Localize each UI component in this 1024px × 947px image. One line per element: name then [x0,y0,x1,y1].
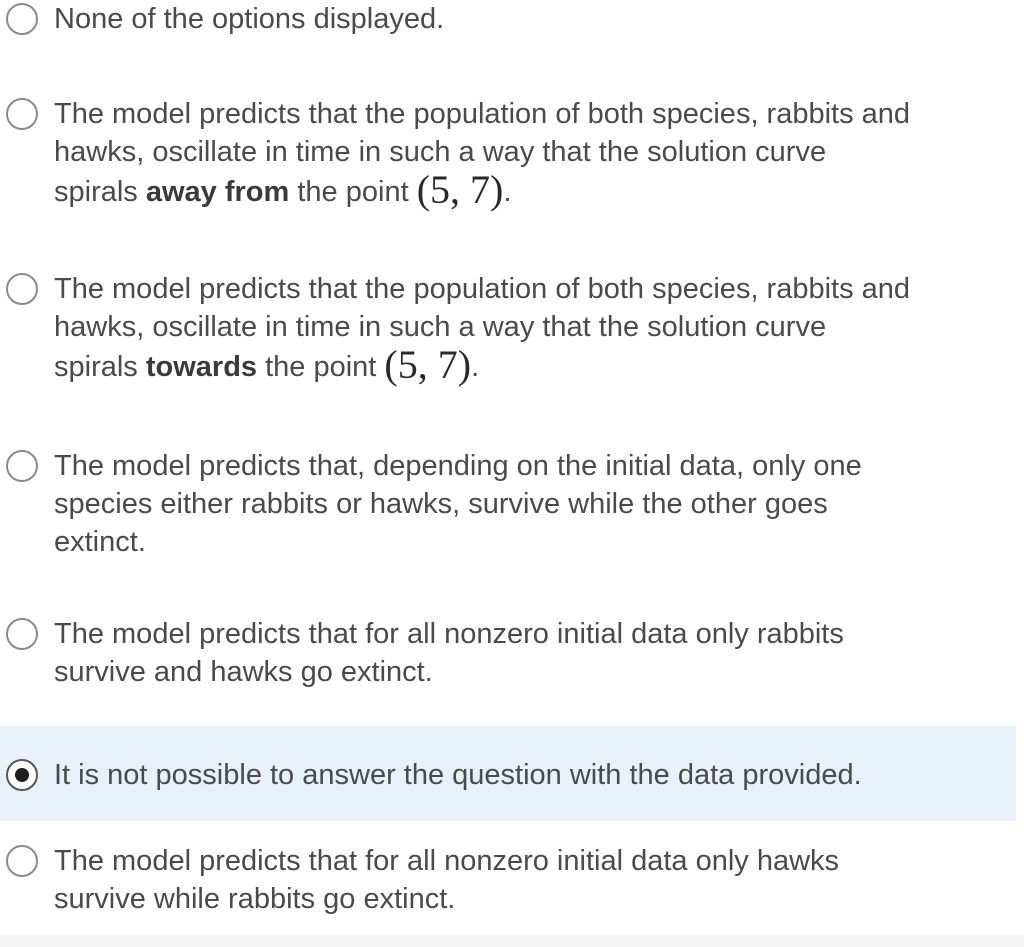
answer-option-6[interactable] [0,726,1016,821]
answer-option-1[interactable] [0,0,1016,40]
option-2-line-1: The model predicts that the population of both species, rabbits and [54,98,911,130]
option-3-text-pre: spirals [54,351,146,383]
option-5-line-2: survive and hawks go extinct. [54,656,433,688]
radio-button-5[interactable] [6,618,38,650]
answer-option-5[interactable] [0,615,1016,695]
answer-option-2[interactable] [0,95,1016,220]
radio-button-4[interactable] [6,450,38,482]
answer-option-7[interactable] [0,842,1016,922]
option-4-line-3: extinct. [54,526,146,558]
option-2-text-post: the point [289,176,417,208]
option-3-line-1: The model predicts that the population of both species, rabbits and [54,273,911,305]
option-7-line-1: The model predicts that for all nonzero initial data only hawks [54,845,840,877]
option-3-bold-text: towards [145,351,258,383]
option-5-line-1: The model predicts that for all nonzero initial data only rabbits [54,618,844,650]
radio-button-1[interactable] [6,3,38,35]
option-3-period: . [471,351,480,383]
radio-button-3[interactable] [6,273,38,305]
option-3-text-post: the point [257,351,385,383]
answer-option-4[interactable] [0,447,1016,567]
option-2-bold-text: away from [145,176,290,208]
option-4-line-1: The model predicts that, depending on the initial data, only one [54,450,862,482]
option-2-line-3 [54,167,996,212]
option-2-line-2: hawks, oscillate in time in such a way that the solution curve [54,136,827,168]
option-2-period: . [503,176,512,208]
radio-button-7[interactable] [6,845,38,877]
answer-option-3[interactable] [0,270,1016,395]
option-2-point-math: (5, 7) [416,167,504,212]
option-3-line-3 [54,342,996,387]
option-2-text-pre: spirals [54,176,146,208]
radio-button-6-selected[interactable] [6,759,38,791]
bottom-divider [0,935,1024,947]
radio-selected-dot-icon [15,768,29,782]
option-1-label: None of the options displayed. [54,3,445,35]
option-3-line-2: hawks, oscillate in time in such a way that the solution curve [54,311,827,343]
option-4-line-2: species either rabbits or hawks, survive while the other goes [54,488,828,520]
option-7-line-2: survive while rabbits go extinct. [54,883,456,915]
option-6-label: It is not possible to answer the question with the data provided. [54,759,862,791]
radio-button-2[interactable] [6,98,38,130]
option-3-point-math: (5, 7) [384,342,472,387]
